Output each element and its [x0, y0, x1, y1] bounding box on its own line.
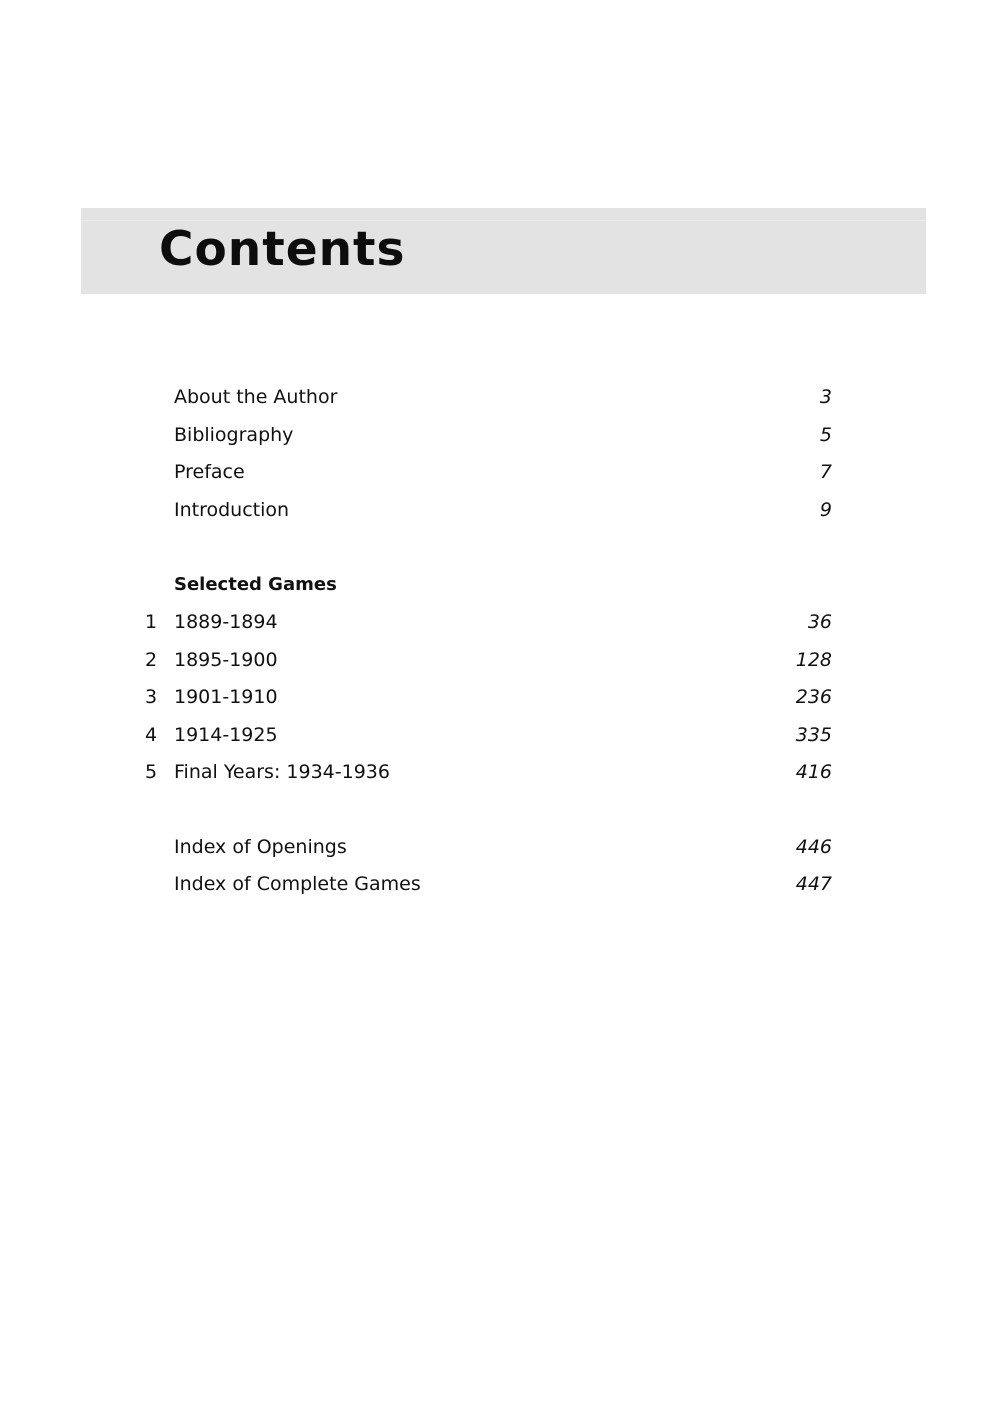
toc-entry-page-number: 3 — [819, 386, 832, 408]
section-heading-selected-games: Selected Games — [174, 574, 337, 595]
toc-entry-label: Final Years: 1934-1936 — [174, 761, 390, 783]
toc-entry-label: 1895-1900 — [174, 649, 278, 671]
toc-entry-label: Preface — [174, 461, 245, 483]
toc-entry-page-number: 7 — [819, 461, 832, 483]
chapter-number: 4 — [144, 724, 158, 746]
toc-entry-page-number: 416 — [795, 761, 832, 783]
chapter-number: 3 — [144, 686, 158, 708]
toc-entry-page-number: 36 — [807, 611, 832, 633]
toc-entry-about-the-author[interactable] — [0, 382, 1000, 412]
toc-entry-index-of-openings[interactable] — [0, 832, 1000, 862]
chapter-number: 1 — [144, 611, 158, 633]
page-title: Contents — [159, 222, 406, 277]
toc-entry-label: 1914-1925 — [174, 724, 278, 746]
chapter-number: 2 — [144, 649, 158, 671]
toc-entry-page-number: 128 — [795, 649, 832, 671]
toc-entry-preface[interactable] — [0, 457, 1000, 487]
title-band — [81, 208, 926, 294]
toc-entry-bibliography[interactable] — [0, 420, 1000, 450]
toc-chapter-1[interactable] — [0, 607, 1000, 637]
toc-entry-label: 1889-1894 — [174, 611, 278, 633]
toc-chapter-4[interactable] — [0, 720, 1000, 750]
toc-entry-label: Index of Openings — [174, 836, 347, 858]
toc-entry-index-of-complete-games[interactable] — [0, 869, 1000, 899]
toc-chapter-2[interactable] — [0, 645, 1000, 675]
toc-entry-page-number: 447 — [795, 873, 832, 895]
toc-entry-page-number: 446 — [795, 836, 832, 858]
toc-entry-page-number: 335 — [795, 724, 832, 746]
toc-entry-label: About the Author — [174, 386, 338, 408]
toc-entry-label: Index of Complete Games — [174, 873, 421, 895]
toc-entry-page-number: 9 — [819, 499, 832, 521]
toc-entry-label: 1901-1910 — [174, 686, 278, 708]
toc-entry-label: Bibliography — [174, 424, 294, 446]
toc-entry-page-number: 5 — [819, 424, 832, 446]
title-band-rule — [81, 220, 926, 221]
toc-chapter-5[interactable] — [0, 757, 1000, 787]
toc-entry-page-number: 236 — [795, 686, 832, 708]
toc-entry-label: Introduction — [174, 499, 290, 521]
toc-entry-introduction[interactable] — [0, 495, 1000, 525]
chapter-number: 5 — [144, 761, 158, 783]
toc-chapter-3[interactable] — [0, 682, 1000, 712]
